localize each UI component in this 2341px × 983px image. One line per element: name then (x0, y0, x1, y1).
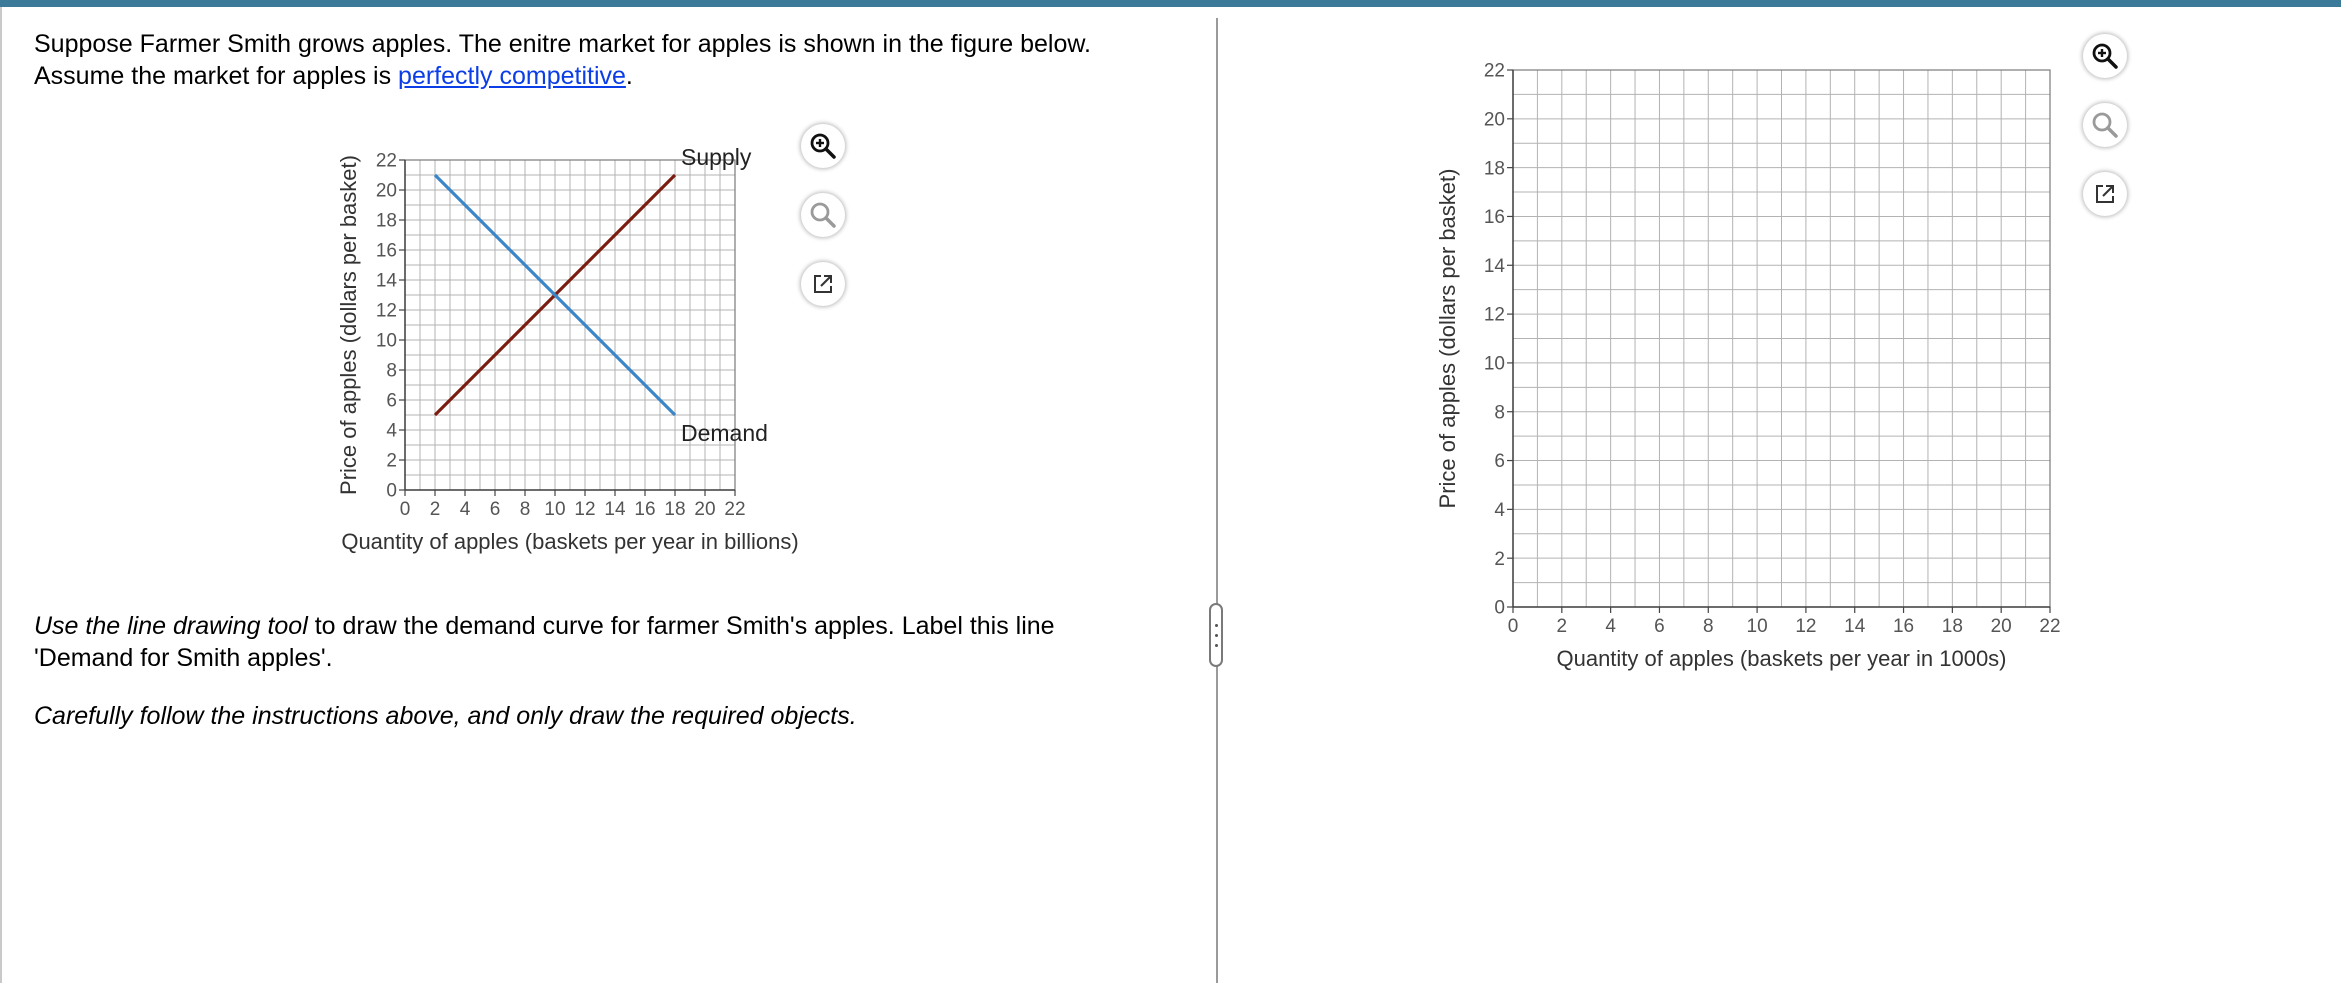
demand-label: Demand (681, 420, 768, 446)
instruction-note: Carefully follow the instructions above, and only draw the required objects. (34, 702, 857, 730)
x-tick-label: 2 (429, 499, 441, 520)
x-axis-label: Quantity of apples (baskets per year in 1000s) (1556, 646, 2007, 671)
intro-line-2 (34, 60, 1184, 92)
x-tick-label: 0 (399, 499, 411, 520)
right-zoom-in-button[interactable] (2083, 34, 2127, 78)
x-tick-label: 22 (2039, 616, 2061, 637)
line-tool-reference: Use the line drawing tool (34, 612, 308, 640)
y-tick-label: 0 (1494, 597, 1505, 619)
grid (1513, 70, 2050, 607)
x-tick-label: 16 (634, 499, 656, 520)
market-graph (330, 140, 850, 590)
left-zoom-in-button[interactable] (801, 124, 845, 168)
y-axis-label: Price of apples (dollars per basket) (336, 155, 361, 495)
zoom-in-icon (2090, 41, 2120, 71)
drawing-graph[interactable] (1435, 50, 2085, 690)
y-tick-label: 12 (375, 300, 397, 322)
x-tick-label: 12 (574, 499, 596, 520)
x-axis-label: Quantity of apples (baskets per year in billions) (341, 529, 799, 554)
x-tick-label: 22 (724, 499, 746, 520)
zoom-out-icon (2090, 110, 2120, 140)
intro-line-1: Suppose Farmer Smith grows apples. The enitre market for apples is shown in the figure below. (34, 30, 1092, 58)
y-tick-label: 6 (386, 390, 397, 412)
popout-icon (809, 270, 837, 298)
left-popout-button[interactable] (801, 262, 845, 306)
instruction-rest: to draw the demand curve for farmer Smith's apples. Label this line 'Demand for Smith apples'. (34, 612, 1055, 672)
divider-handle[interactable] (1209, 603, 1223, 667)
x-tick-label: 4 (459, 499, 471, 520)
zoom-in-icon (808, 131, 838, 161)
intro-line-2-prefix: Assume the market for apples is (34, 62, 399, 90)
x-tick-label: 0 (1507, 616, 1519, 637)
y-tick-label: 16 (1483, 207, 1505, 229)
y-tick-label: 8 (1494, 402, 1505, 424)
y-axis-label: Price of apples (dollars per basket) (1435, 168, 1460, 509)
y-tick-label: 22 (375, 150, 397, 172)
y-tick-label: 20 (1483, 109, 1505, 131)
intro-line-2-suffix: . (625, 62, 633, 90)
x-tick-label: 10 (1746, 616, 1768, 637)
x-tick-label: 14 (604, 499, 626, 520)
y-tick-label: 2 (1494, 548, 1505, 570)
x-tick-label: 6 (489, 499, 501, 520)
x-tick-label: 12 (1795, 616, 1817, 637)
right-popout-button[interactable] (2083, 172, 2127, 216)
x-tick-label: 2 (1556, 616, 1568, 637)
y-tick-label: 10 (1483, 353, 1505, 375)
x-tick-label: 4 (1605, 616, 1616, 637)
y-tick-label: 18 (375, 210, 397, 232)
x-tick-label: 20 (1990, 616, 2012, 637)
y-tick-label: 14 (375, 270, 397, 292)
y-tick-label: 16 (375, 240, 397, 262)
y-tick-label: 18 (1483, 158, 1505, 180)
top-bar (0, 0, 2341, 7)
y-tick-label: 4 (386, 420, 397, 442)
y-tick-label: 0 (386, 480, 397, 502)
x-tick-label: 18 (664, 499, 686, 520)
question-intro (34, 28, 1184, 92)
supply-label: Supply (681, 144, 752, 170)
y-tick-label: 20 (375, 180, 397, 202)
x-tick-label: 18 (1941, 616, 1963, 637)
y-tick-label: 22 (1483, 60, 1505, 82)
panel-divider (1216, 18, 1218, 983)
x-tick-label: 10 (544, 499, 566, 520)
x-tick-label: 16 (1892, 616, 1915, 637)
y-tick-label: 4 (1494, 500, 1505, 522)
y-tick-label: 2 (386, 450, 397, 472)
instruction-text (34, 610, 1114, 674)
x-tick-label: 8 (519, 499, 531, 520)
x-tick-label: 14 (1844, 616, 1866, 637)
zoom-out-icon (808, 200, 838, 230)
x-tick-label: 20 (694, 499, 716, 520)
perfectly-competitive-link[interactable]: perfectly competitive (398, 62, 626, 90)
x-tick-label: 8 (1702, 616, 1714, 637)
right-zoom-out-button[interactable] (2083, 103, 2127, 147)
y-tick-label: 10 (375, 330, 397, 352)
left-border (0, 7, 2, 983)
popout-icon (2091, 180, 2119, 208)
y-tick-label: 14 (1483, 255, 1505, 277)
y-tick-label: 6 (1494, 451, 1505, 473)
y-tick-label: 8 (386, 360, 397, 382)
y-tick-label: 12 (1483, 304, 1505, 326)
x-tick-label: 6 (1654, 616, 1665, 637)
left-zoom-out-button[interactable] (801, 193, 845, 237)
